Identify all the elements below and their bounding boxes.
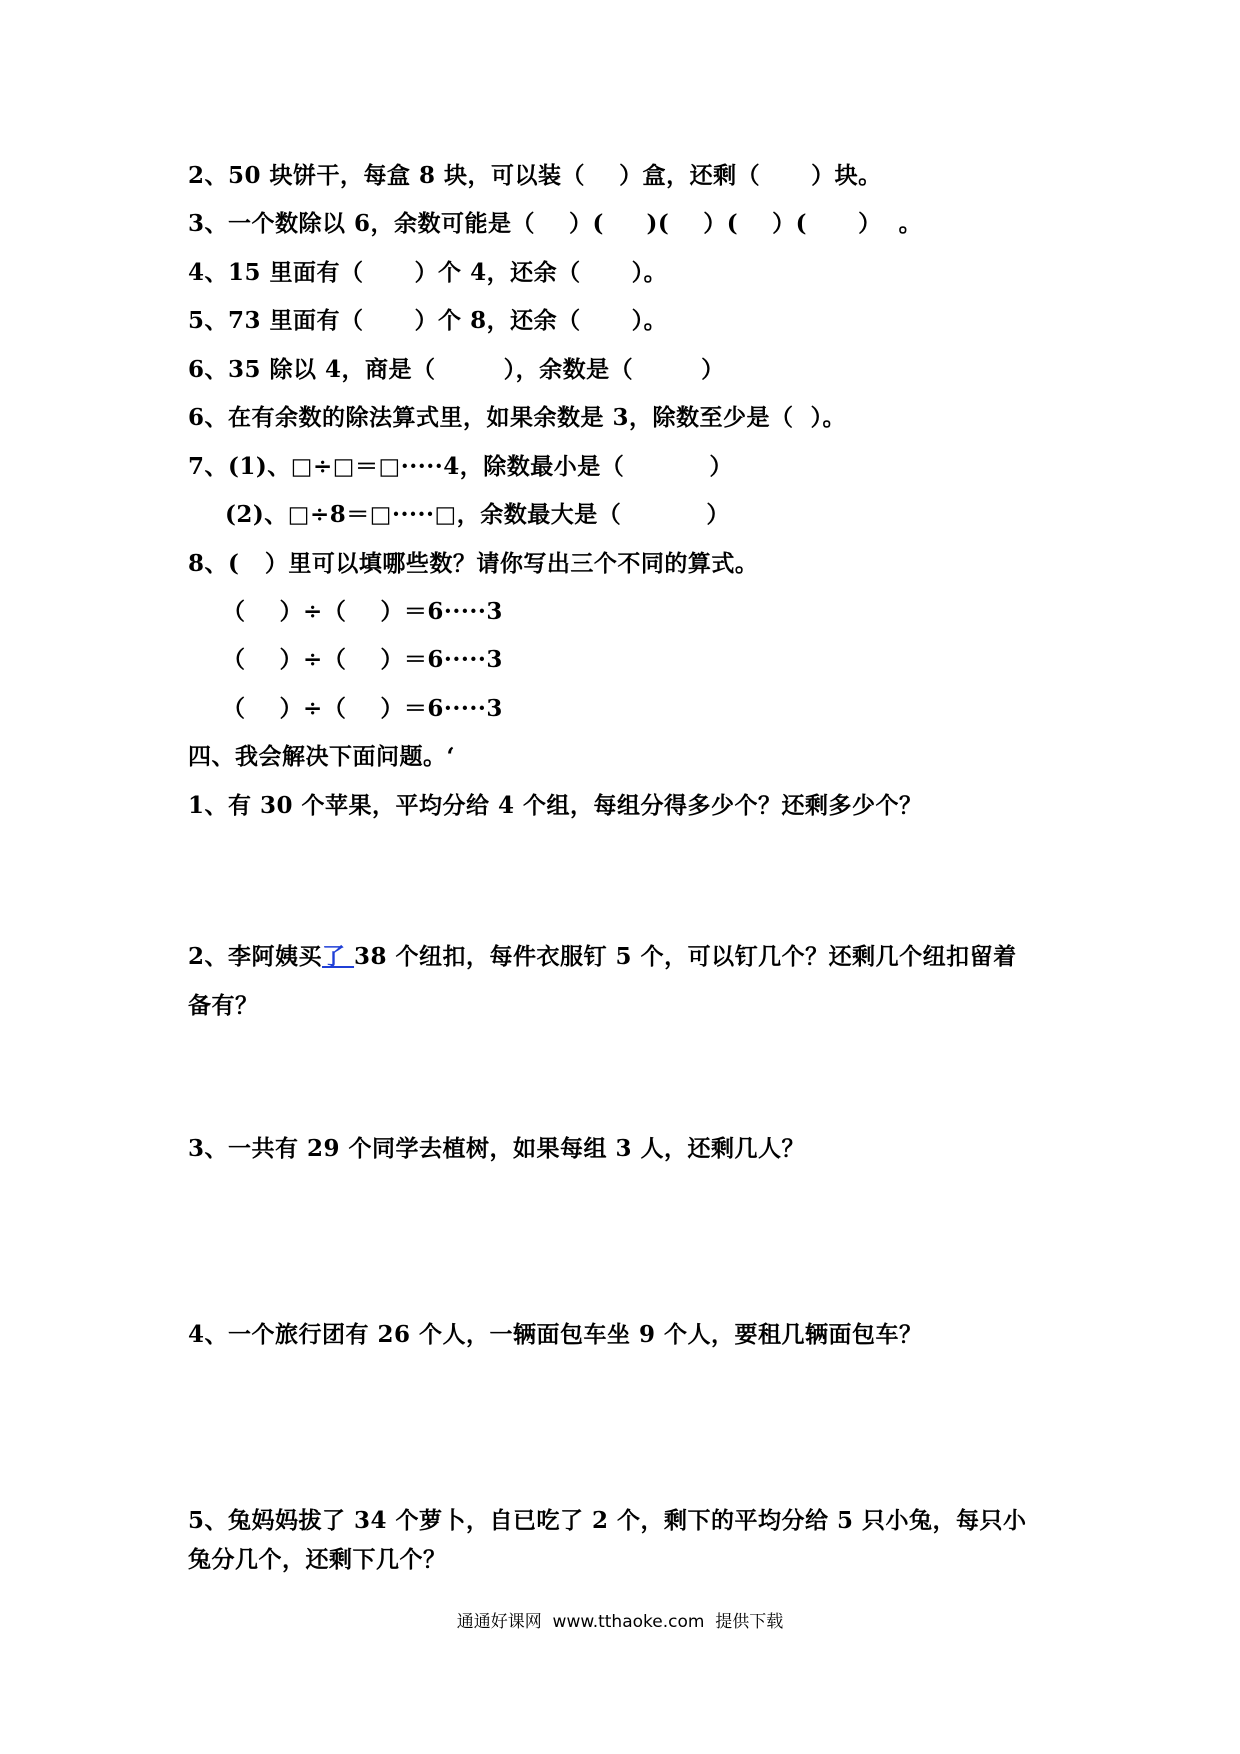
question-6a: 6、35 除以 4，商是（ ），余数是（ ） [188, 356, 725, 383]
equation-3: （ ）÷（ ）＝6·····3 [188, 695, 503, 722]
question-7-1: 7、(1)、□÷□＝□·····4，除数最小是（ ） [188, 453, 733, 480]
question-2: 2、50 块饼干，每盒 8 块，可以装（ ）盒，还剩（ ）块。 [188, 162, 882, 189]
problem-1: 1、有 30 个苹果，平均分给 4 个组，每组分得多少个？还剩多少个？ [188, 792, 923, 819]
equation-2: （ ）÷（ ）＝6·····3 [188, 646, 503, 673]
problem-2-text-after: 38 个纽扣，每件衣服钉 5 个，可以钉几个？还剩几个纽扣留着 [354, 943, 1017, 970]
question-8: 8、( ）里可以填哪些数？请你写出三个不同的算式。 [188, 550, 759, 577]
problem-4: 4、一个旅行团有 26 个人，一辆面包车坐 9 个人，要租几辆面包车？ [188, 1321, 923, 1348]
problem-5-line-1: 5、兔妈妈拔了 34 个萝卜，自已吃了 2 个，剩下的平均分给 5 只小兔，每只小 [188, 1507, 1027, 1534]
question-7-2: (2)、□÷8＝□·····□，余数最大是（ ） [225, 501, 730, 528]
problem-2-line-1 [188, 942, 1017, 972]
problem-2-line-2: 备有？ [188, 992, 259, 1019]
question-4: 4、15 里面有（ ）个 4，还余（ ）。 [188, 259, 668, 286]
problem-2-text-before: 2、李阿姨买 [188, 943, 323, 970]
section-4-title: 四、我会解决下面问题。‘ [188, 743, 456, 770]
question-6b: 6、在有余数的除法算式里，如果余数是 3，除数至少是（ ）。 [188, 404, 847, 431]
question-5: 5、73 里面有（ ）个 8，还余（ ）。 [188, 307, 668, 334]
equation-1: （ ）÷（ ）＝6·····3 [188, 598, 503, 625]
question-3: 3、一个数除以 6，余数可能是（ ）( )( ）( ）( ） 。 [188, 210, 923, 237]
footer-source: 通通好课网 www.tthaoke.com 提供下载 [456, 1612, 784, 1632]
problem-3: 3、一共有 29 个同学去植树，如果每组 3 人，还剩几人？ [188, 1135, 806, 1162]
problem-5-line-2: 兔分几个，还剩下几个？ [188, 1546, 447, 1573]
problem-2-link[interactable]: 了 [322, 943, 355, 970]
